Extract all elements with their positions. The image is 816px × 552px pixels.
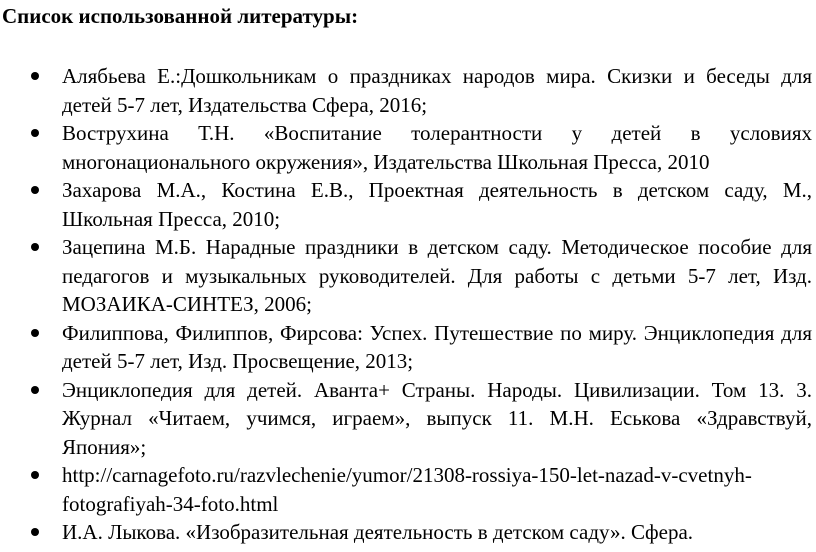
- reference-text: Алябьева Е.:Дошкольникам о праздниках народов мира. Скизки и беседы для детей 5-7 лет, Издательства Сфера, 2016;: [62, 64, 812, 117]
- reference-url: http://carnagefoto.ru/razvlechenie/yumor/21308-rossiya-150-let-nazad-v-cvetnyh-fotografiyah-34-foto.html: [62, 463, 752, 516]
- bullet-icon: [31, 471, 39, 479]
- reference-item: [0, 518, 816, 547]
- bibliography-list: [0, 62, 816, 547]
- reference-text: И.А. Лыкова. «Изобразительная деятельность в детском саду». Сфера.: [62, 520, 694, 544]
- reference-item: [0, 119, 816, 176]
- reference-text: Филиппова, Филиппов, Фирсова: Успех. Путешествие по миру. Энциклопедия для детей 5-7 лет, Изд. Просвещение, 2013;: [62, 320, 812, 373]
- reference-item: [0, 461, 816, 518]
- reference-item: [0, 233, 816, 319]
- bullet-icon: [31, 186, 39, 194]
- reference-text: Энциклопедия для детей. Аванта+ Страны. Народы. Цивилизации. Том 13. 3. Журнал «Читаем, учимся, играем», выпуск 11. М.Н. Еськова «Здравствуй, Япония»;: [62, 377, 812, 459]
- reference-item: [0, 176, 816, 233]
- reference-item: [0, 62, 816, 119]
- reference-text: Захарова М.А., Костина Е.В., Проектная деятельность в детском саду, М., Школьная Пресса, 2010;: [62, 178, 812, 231]
- bullet-icon: [31, 129, 39, 137]
- bibliography-heading: Список использованной литературы:: [2, 4, 359, 28]
- reference-text: Зацепина М.Б. Нарадные праздники в детском саду. Методическое пособие для педагогов и музыкальных руководителей. Для работы с детьми 5-7 лет, Изд. МОЗАИКА-СИНТЕЗ, 2006;: [62, 235, 812, 316]
- bullet-icon: [31, 329, 39, 337]
- reference-item: [0, 319, 816, 376]
- bullet-icon: [31, 528, 39, 536]
- bullet-icon: [31, 72, 39, 80]
- bullet-icon: [31, 386, 39, 394]
- bullet-icon: [31, 243, 39, 251]
- reference-item: [0, 376, 816, 462]
- reference-text: Вострухина Т.Н. «Воспитание толерантности у детей в условиях многонационального окружения», Издательства Школьная Пресса, 2010: [62, 121, 812, 174]
